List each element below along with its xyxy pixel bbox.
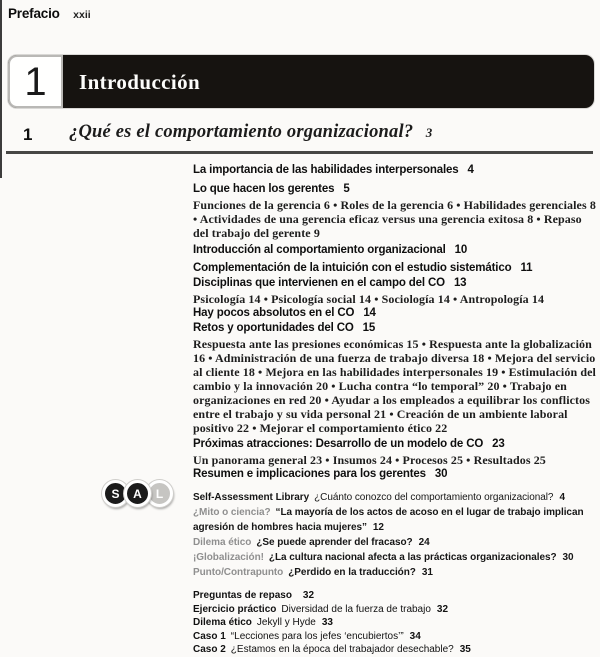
review-entry [193, 616, 597, 630]
toc-subtopics: Funciones de la gerencia 6 • Roles de la gerencia 6 • Habilidades gerenciales 8 • Actividades de una gerencia eficaz versus una gerencia exitosa 8 • Repaso del trabajo del gerente 9 [193, 198, 596, 240]
review-lead: Dilema ético [193, 617, 252, 628]
feature-text: ¿Perdido en la traducción? [288, 567, 416, 578]
toc-heading [193, 163, 597, 178]
toc-heading-page: 13 [453, 277, 467, 289]
toc-heading-page: 4 [467, 164, 474, 176]
toc-heading-page: 23 [492, 438, 505, 450]
toc-heading-label: Complementación de la intuición con el estudio sistemático [193, 262, 512, 274]
feature-entry [193, 490, 597, 505]
sal-letter-s: S [111, 486, 120, 501]
toc-heading [193, 467, 597, 482]
toc-heading [193, 276, 597, 291]
prefacio-entry [8, 5, 91, 23]
toc-heading-label: Hay pocos absolutos en el CO [193, 307, 355, 319]
sal-letter-a: A [133, 486, 142, 501]
review-page: 32 [302, 590, 315, 601]
feature-entry [193, 565, 597, 580]
toc-heading-page: 14 [363, 307, 376, 319]
toc-heading-label: Resumen e implicaciones para los gerentes [193, 468, 426, 480]
review-lead: Ejercicio práctico [193, 603, 277, 615]
toc-heading-label: Disciplinas que intervienen en el campo del CO [193, 277, 445, 289]
toc-heading [193, 306, 597, 321]
toc-heading-page: 30 [434, 468, 448, 480]
toc-heading [193, 437, 597, 452]
sal-circle-a-icon [124, 480, 151, 507]
toc-heading-label: Lo que hacen los gerentes [193, 183, 335, 195]
feature-lead: ¡Globalización! [193, 552, 264, 563]
review-page: 33 [321, 617, 333, 628]
toc-heading-label: Introducción al comportamiento organizacional [193, 244, 446, 256]
toc-heading-page: 10 [454, 244, 468, 256]
scan-edge-artifact [0, 0, 2, 178]
prefacio-label: Prefacio [8, 6, 60, 21]
toc-heading-page: 15 [362, 322, 376, 334]
chapter-heading [8, 121, 595, 151]
feature-lead: Self-Assessment Library [193, 492, 310, 503]
toc-heading-label: Retos y oportunidades del CO [193, 322, 354, 334]
feature-page: 4 [559, 492, 565, 503]
review-lead: Caso 1 [193, 630, 226, 642]
prefacio-page-number: xxii [73, 9, 91, 21]
feature-lead: Punto/Contrapunto [193, 567, 284, 578]
feature-entry [193, 550, 597, 565]
review-text: Jekyll y Hyde [256, 617, 316, 628]
part-number-tab [8, 55, 63, 108]
toc-subtopics: Respuesta ante las presiones económicas 15 • Respuesta ante la globalización 16 • Administración de una fuerza de trabajo diversa 18 • Mejora del servicio al cliente 18 • Mejora en las habilidades interpersonales 19 • Estimulación del cambio y la innovación 20 • Lucha contra “lo temporal” 20 • Trabajo en organizaciones en red 20 • Ayudar a los empleados a equilibrar los conflictos entre el trabajo y su vida personal 21 • Creación de un ambiente laboral positivo 22 • Mejorar el comportamiento ético 22 [193, 337, 596, 435]
review-text: ¿Estamos en la época del trabajador desechable? [230, 644, 454, 655]
feature-lead: Dilema ético [193, 537, 252, 548]
toc-content [193, 158, 597, 657]
chapter-number: 1 [23, 125, 33, 144]
toc-subtopics: Un panorama general 23 • Insumos 24 • Procesos 25 • Resultados 25 [193, 453, 546, 467]
review-entry [193, 630, 597, 644]
toc-heading [193, 243, 597, 258]
feature-entries [193, 490, 597, 580]
review-page: 34 [409, 630, 421, 642]
review-lead: Caso 2 [193, 644, 226, 655]
feature-text: ¿Cuánto conozco del comportamiento organizacional? [314, 492, 554, 503]
feature-page: 31 [421, 567, 433, 578]
review-lead: Preguntas de repaso [193, 590, 292, 601]
feature-text: ¿Se puede aprender del fracaso? [256, 537, 413, 548]
review-text: “Lecciones para los jefes ‘encubiertos’” [230, 630, 404, 642]
feature-lead: ¿Mito o ciencia? [193, 507, 271, 518]
toc-heading-page: 11 [520, 262, 533, 274]
review-entries [193, 589, 597, 657]
review-entry [193, 603, 597, 617]
review-text: Diversidad de la fuerza de trabajo [281, 603, 431, 615]
toc-heading-label: La importancia de las habilidades interpersonales [193, 164, 459, 176]
divider-rule [6, 151, 593, 154]
review-entry [193, 589, 597, 603]
chapter-page-number: 3 [425, 125, 433, 140]
feature-entry [193, 535, 597, 550]
feature-page: 24 [418, 537, 430, 548]
sal-letter-l: L [155, 486, 164, 501]
part-number: 1 [24, 59, 47, 104]
part-title: Introducción [79, 70, 201, 94]
feature-entry [193, 505, 597, 535]
sal-logo [102, 480, 173, 507]
toc-heading-page: 5 [343, 183, 350, 195]
toc-subtopics: Psicología 14 • Psicología social 14 • Sociología 14 • Antropología 14 [193, 292, 545, 306]
chapter-title: ¿Qué es el comportamiento organizacional? [69, 122, 414, 142]
part-banner [8, 55, 594, 108]
chapter-title-row [69, 122, 432, 143]
feature-page: 30 [562, 552, 574, 563]
toc-heading [193, 321, 597, 336]
toc-heading [193, 261, 597, 276]
toc-heading [193, 182, 597, 197]
feature-text: ¿La cultura nacional afecta a las prácticas organizacionales? [268, 552, 557, 563]
review-entry [193, 643, 597, 657]
review-page: 35 [459, 644, 471, 655]
feature-text: “La mayoría de los actos de acoso en el lugar de trabajo implican agresión de hombres hacia mujeres” [193, 507, 584, 533]
feature-page: 12 [372, 522, 384, 533]
review-page: 32 [436, 603, 449, 615]
toc-heading-label: Próximas atracciones: Desarrollo de un modelo de CO [193, 438, 484, 450]
